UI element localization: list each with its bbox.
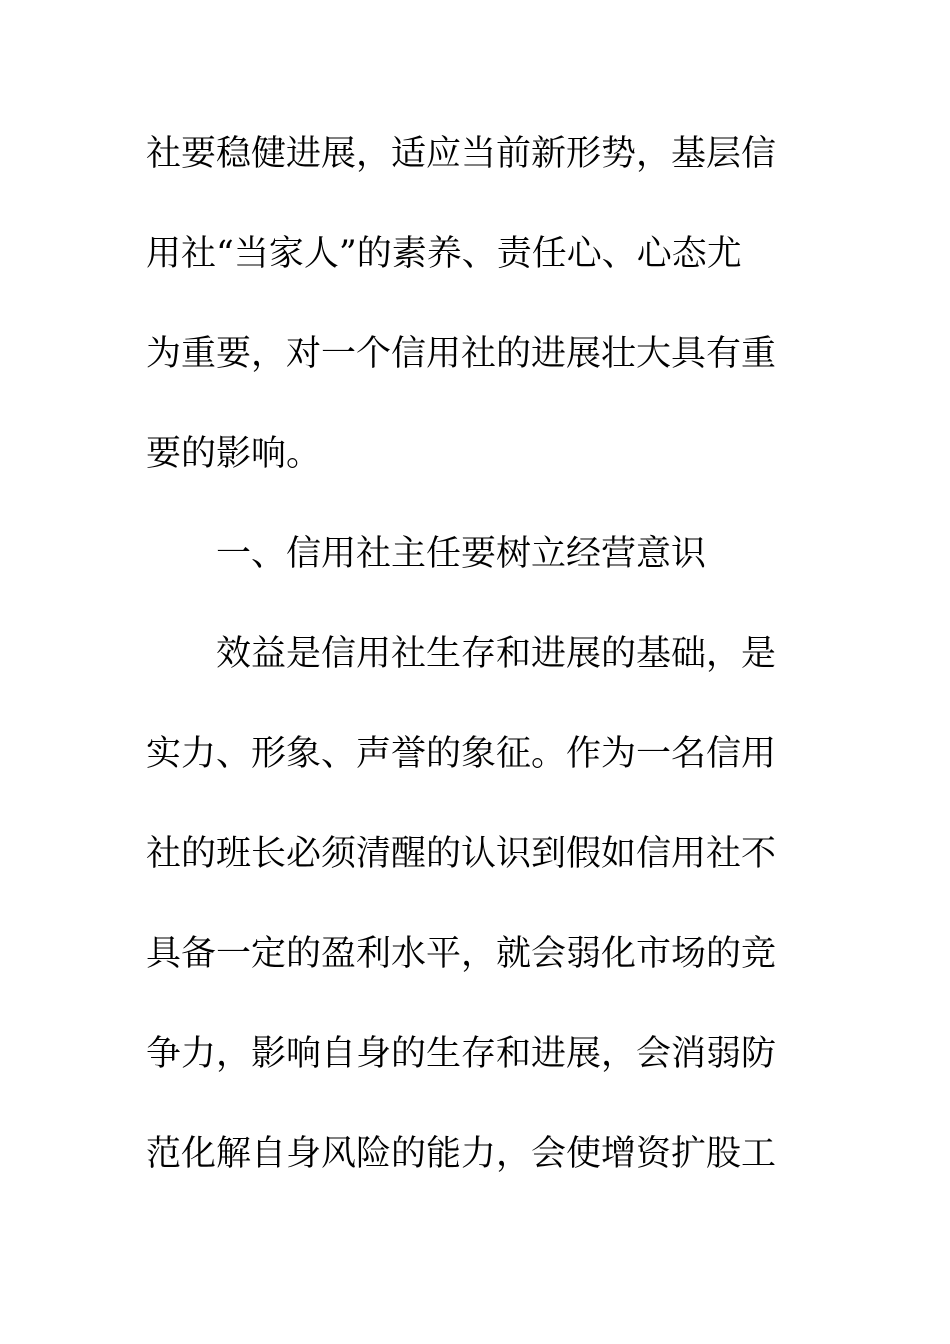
- paragraph-line: 效益是信用社生存和进展的基础，是: [216, 634, 777, 674]
- section-heading: 一、信用社主任要树立经营意识: [216, 534, 707, 574]
- paragraph-line: 社的班长必须清醒的认识到假如信用社不: [146, 834, 777, 874]
- paragraph-line: 为重要，对一个信用社的进展壮大具有重: [146, 334, 777, 374]
- paragraph-line: 范化解自身风险的能力，会使增资扩股工: [146, 1134, 777, 1174]
- paragraph-line: 要的影响。: [146, 434, 322, 474]
- paragraph-line: 争力，影响自身的生存和进展，会消弱防: [146, 1034, 777, 1074]
- paragraph-line: 实力、形象、声誉的象征。作为一名信用: [146, 734, 777, 774]
- paragraph-line: 用社“当家人”的素养、责任心、心态尤: [146, 234, 742, 274]
- paragraph-line: 社要稳健进展，适应当前新形势，基层信: [146, 134, 777, 174]
- paragraph-line: 具备一定的盈利水平，就会弱化市场的竞: [146, 934, 777, 974]
